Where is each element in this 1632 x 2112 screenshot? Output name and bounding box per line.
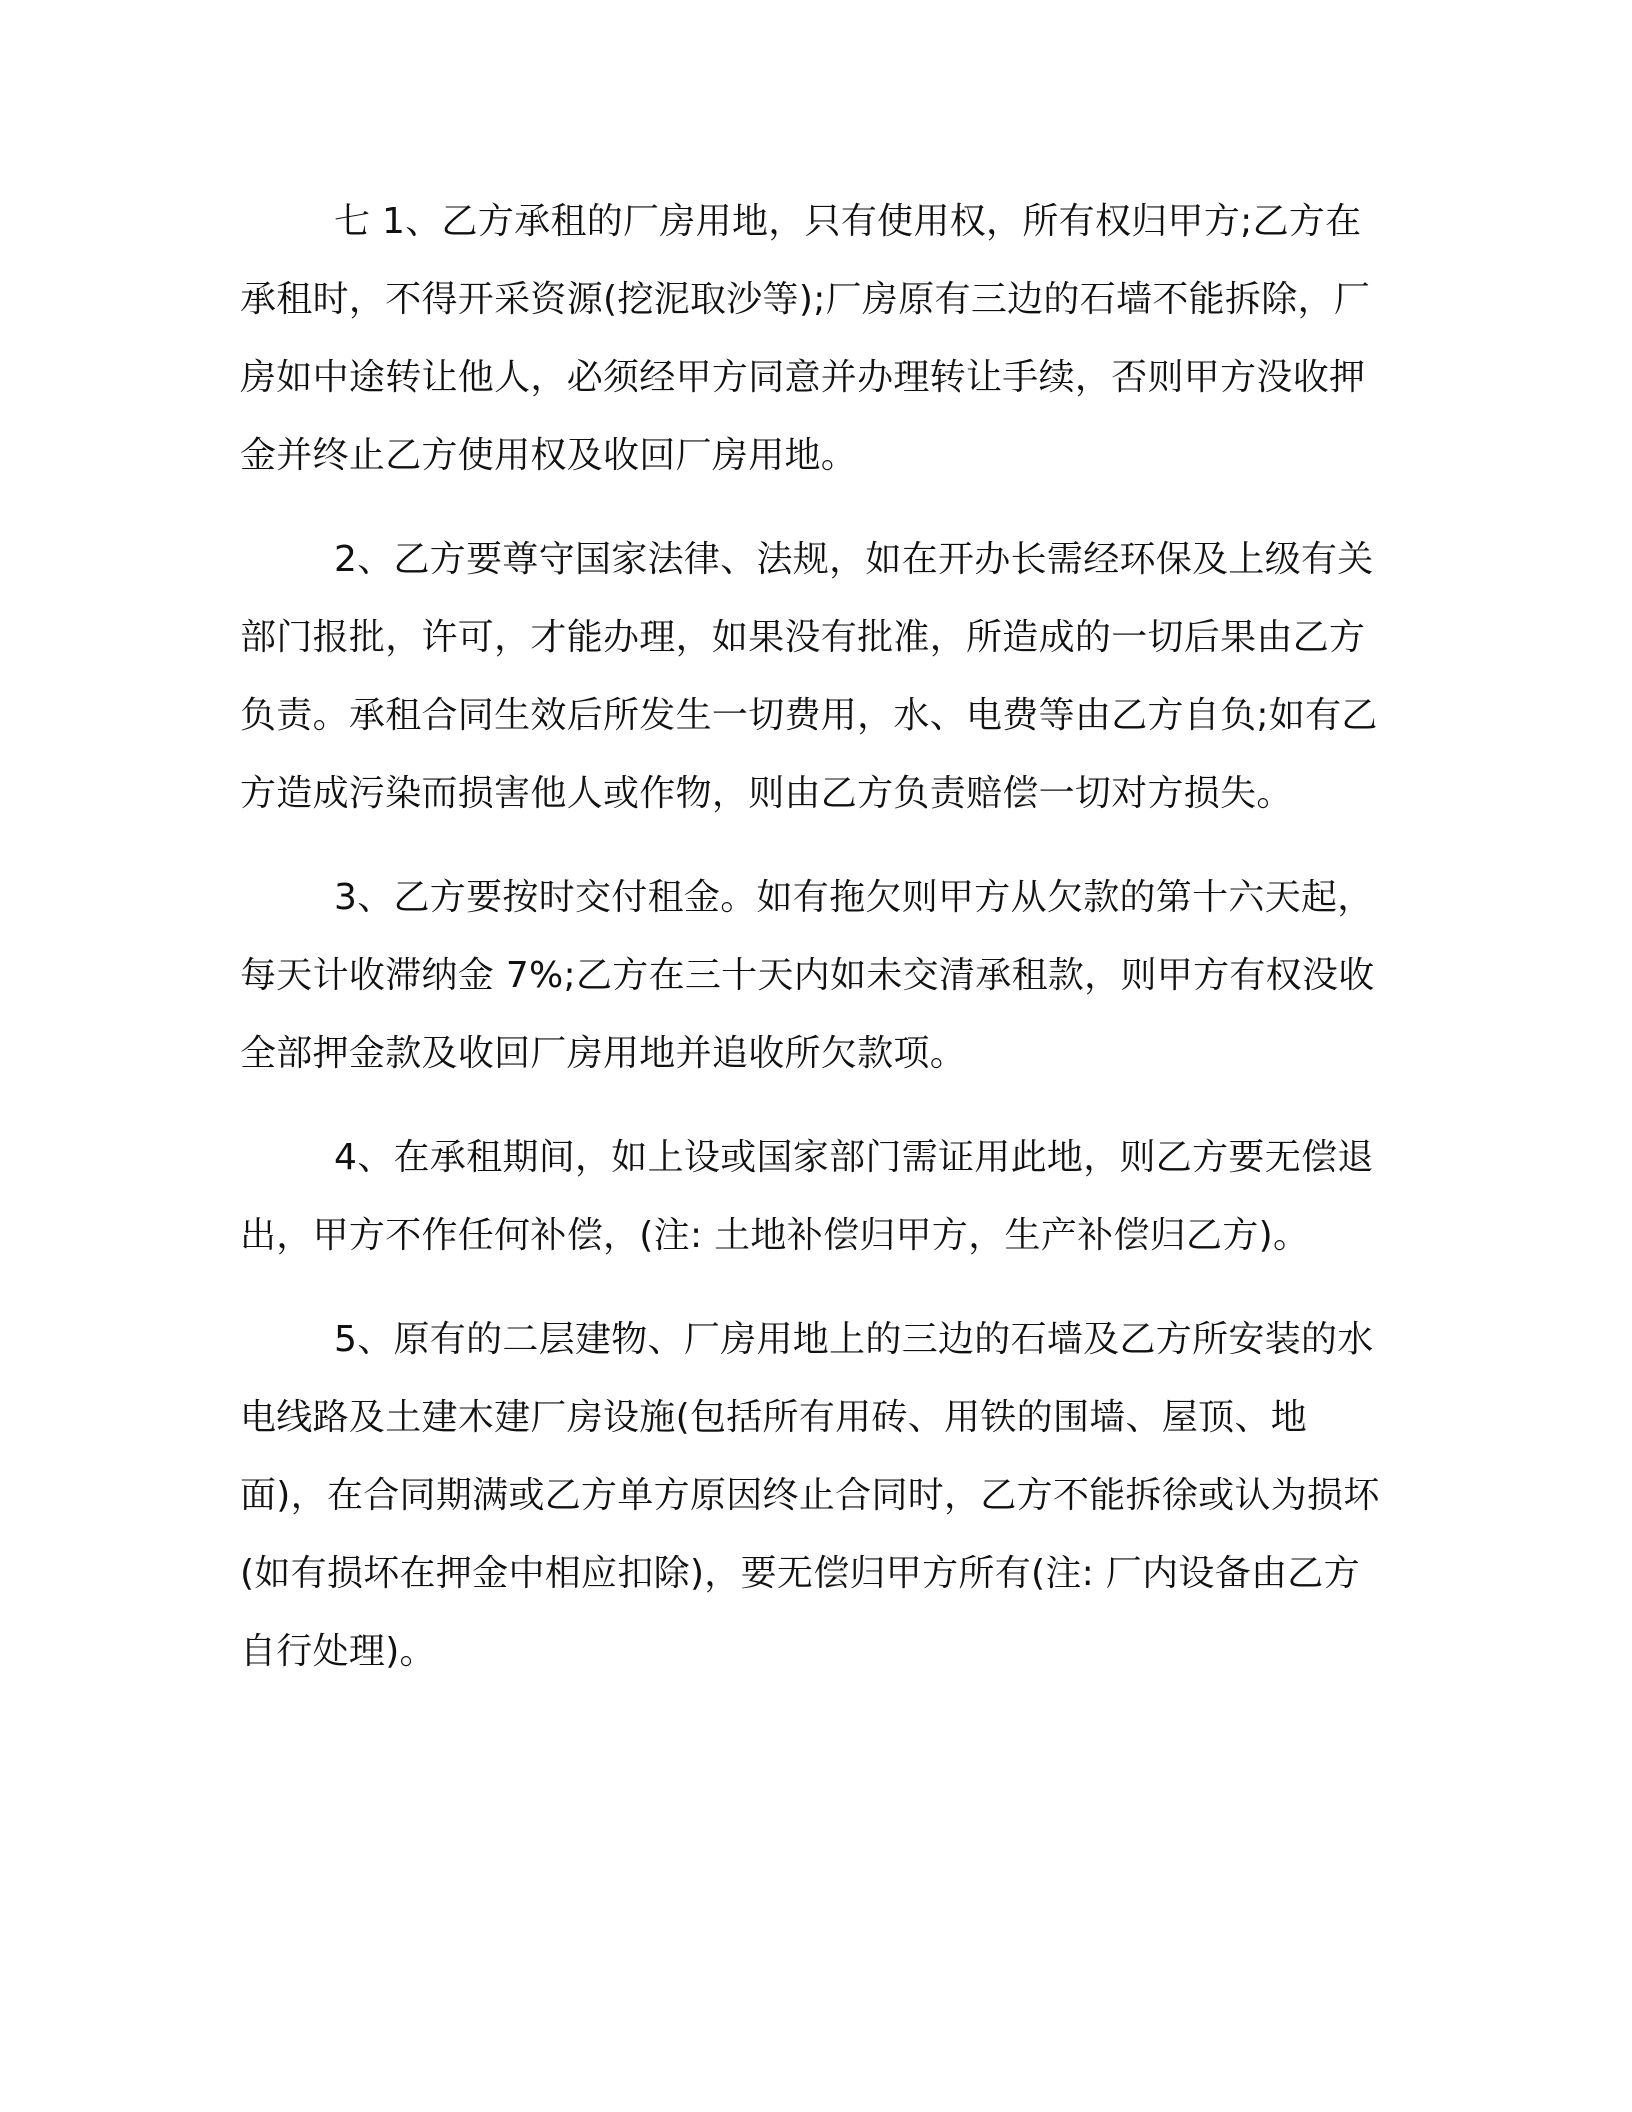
clause-paragraph-5: 5、原有的二层建物、厂房用地上的三边的石墙及乙方所安装的水电线路及土建木建厂房设施(包括所有用砖、用铁的围墙、屋顶、地面)，在合同期满或乙方单方原因终止合同时，乙方不能拆徐或认为损坏(如有损坏在押金中相应扣除)，要无偿归甲方所有(注: 厂内设备由乙方自行处理)。 — [240, 1319, 1380, 1672]
clause-paragraph-2: 2、乙方要尊守国家法律、法规，如在开办长需经环保及上级有关部门报批，许可，才能办理，如果没有批准，所造成的一切后果由乙方负责。承租合同生效后所发生一切费用，水、电费等由乙方自负;如有乙方造成污染而损害他人或作物，则由乙方负责赔偿一切对方损失。 — [240, 539, 1378, 814]
clause-paragraph-4: 4、在承租期间，如上设或国家部门需证用此地，则乙方要无偿退出，甲方不作任何补偿，(注: 土地补偿归甲方，生产补偿归乙方)。 — [240, 1137, 1374, 1256]
clause-paragraph-1: 七 1、乙方承租的厂房用地，只有使用权，所有权归甲方;乙方在承租时，不得开采资源(挖泥取沙等);厂房原有三边的石墙不能拆除，厂房如中途转让他人，必须经甲方同意并办理转让手续，否则甲方没收押金并终止乙方使用权及收回厂房用地。 — [240, 201, 1371, 476]
document-body — [240, 183, 1380, 1691]
clause-paragraph-3: 3、乙方要按时交付租金。如有拖欠则甲方从欠款的第十六天起，每天计收滞纳金 7%;乙方在三十天内如未交清承租款，则甲方有权没收全部押金款及收回厂房用地并追收所欠款项。 — [240, 877, 1375, 1074]
